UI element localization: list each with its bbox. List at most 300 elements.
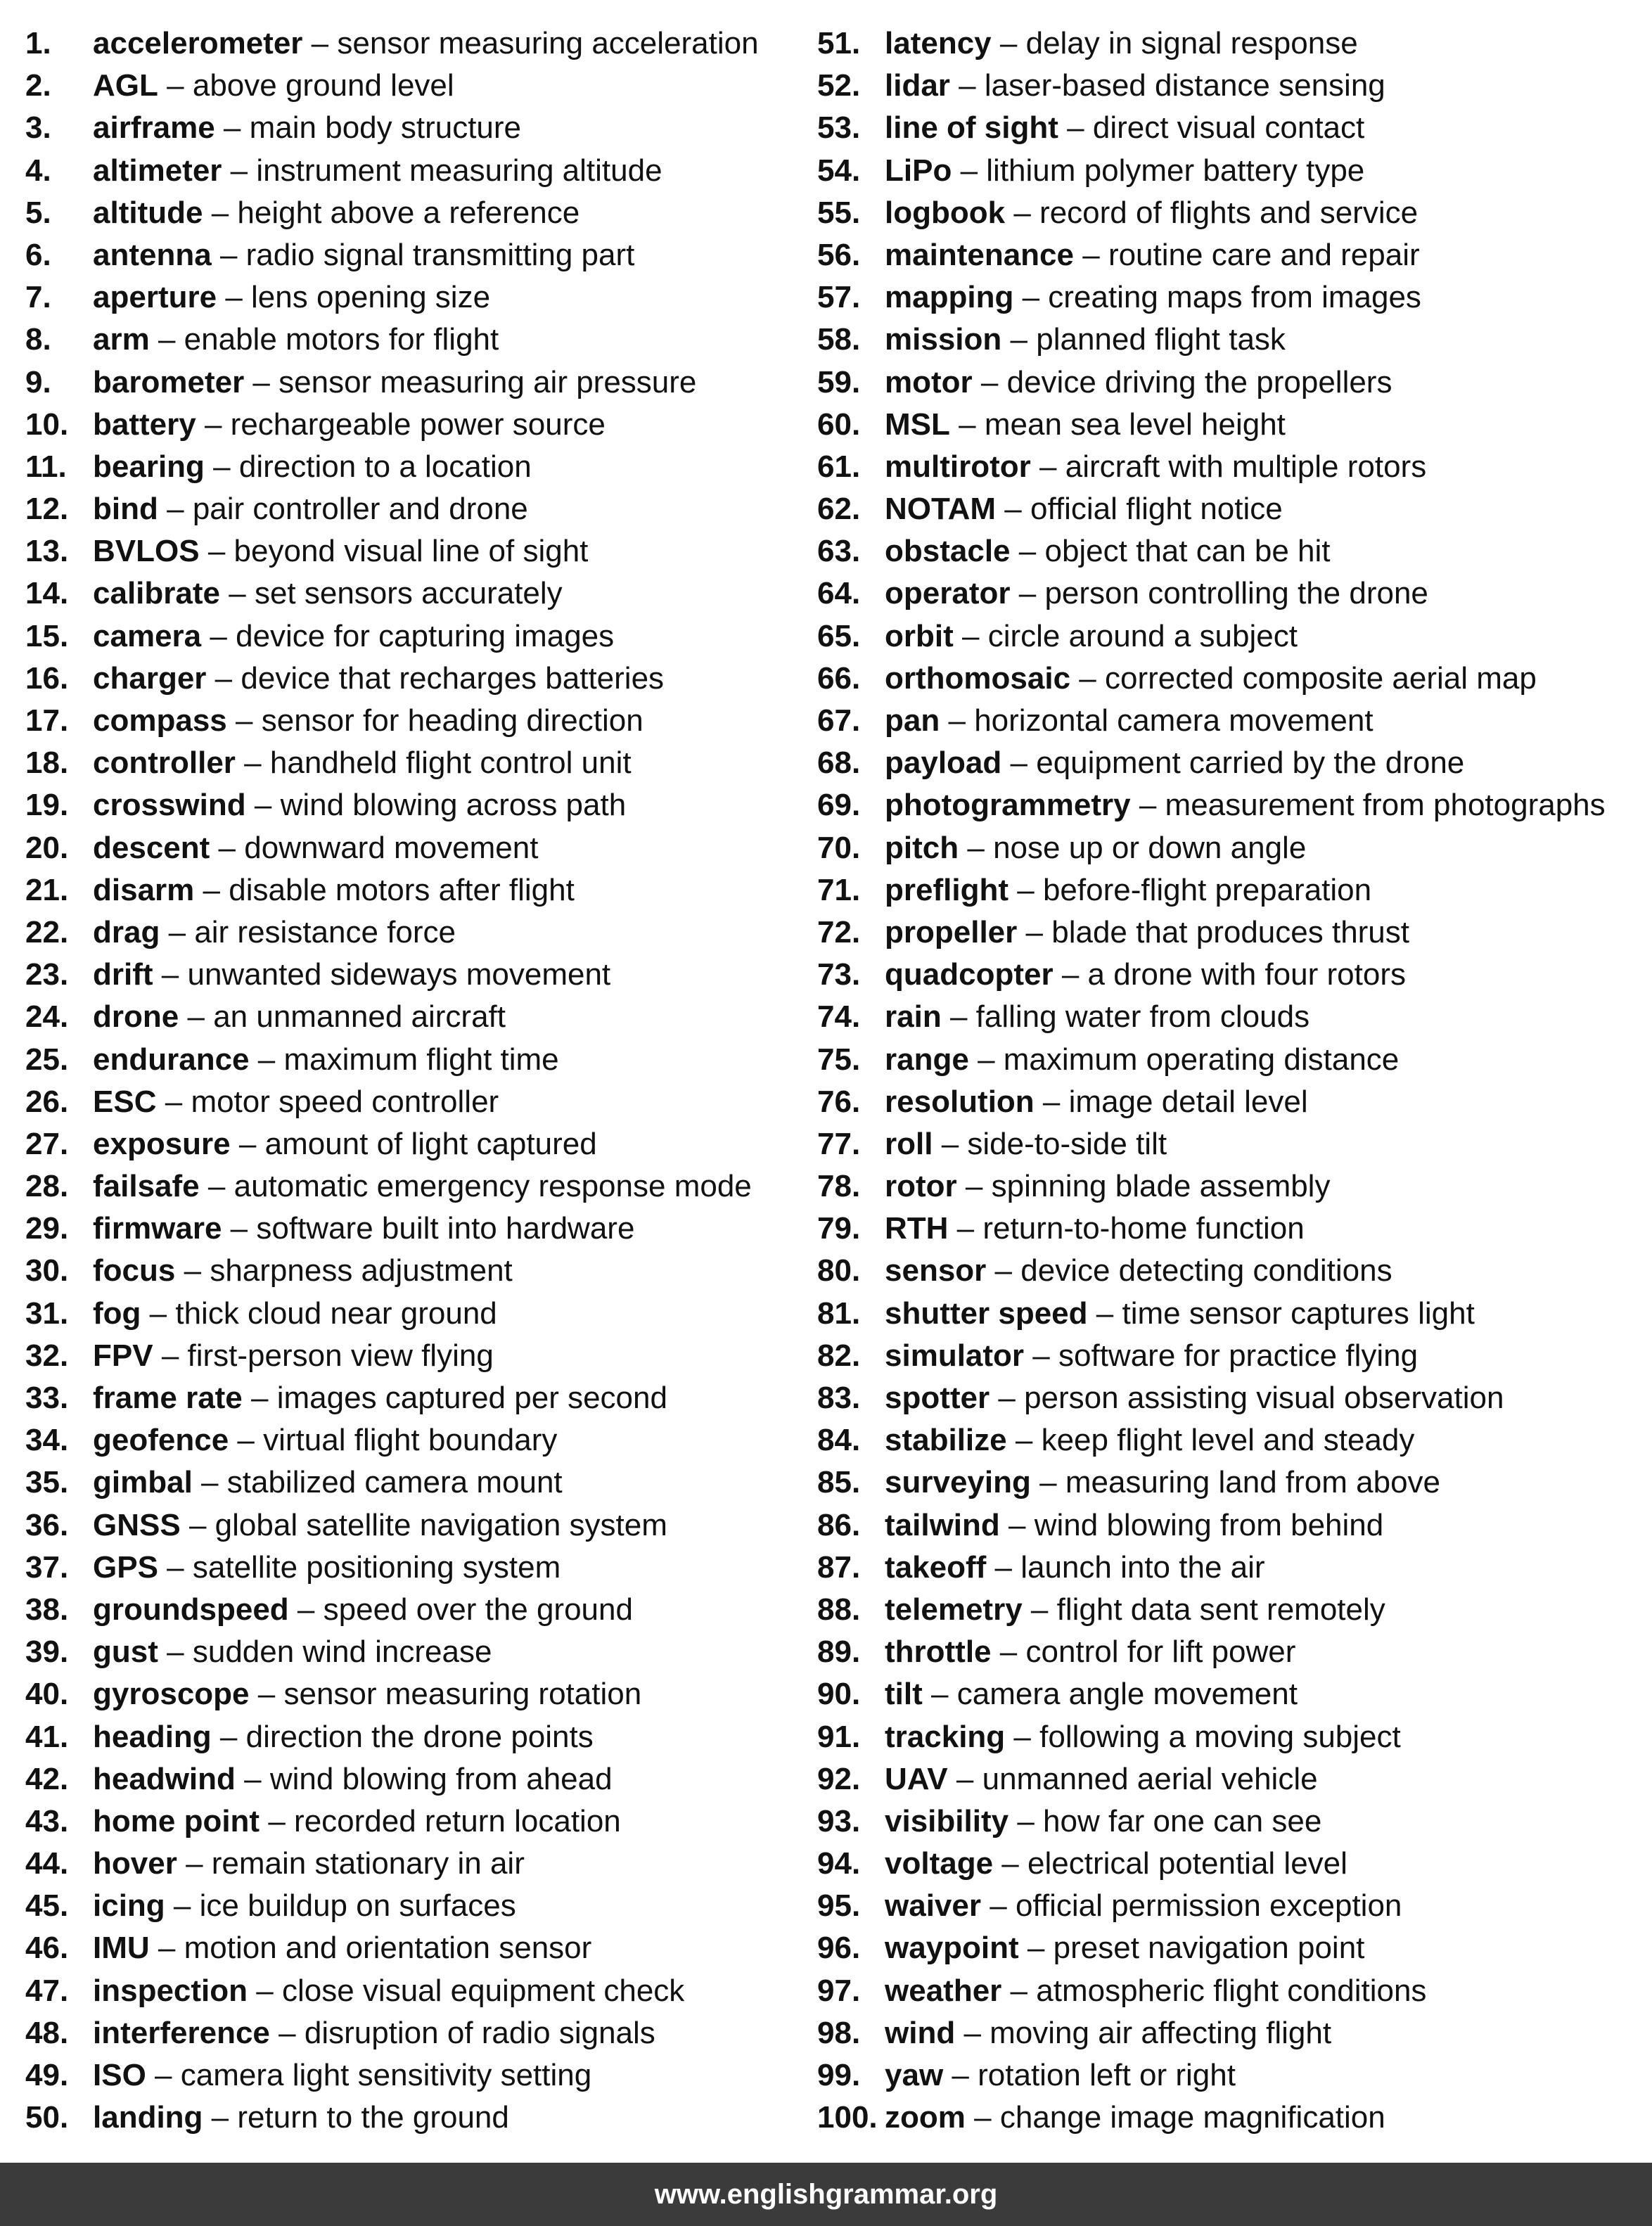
- entry-term: hover: [93, 1846, 177, 1881]
- glossary-entry: [25, 1250, 813, 1292]
- entry-definition: control for lift power: [1025, 1635, 1296, 1670]
- entry-separator: –: [931, 1677, 949, 1712]
- glossary-entry: [817, 362, 1647, 404]
- entry-separator: –: [229, 576, 246, 611]
- entry-term: pitch: [885, 830, 959, 865]
- entry-term: FPV: [93, 1338, 153, 1373]
- entry-separator: –: [978, 1042, 995, 1077]
- glossary-entry: [817, 615, 1647, 658]
- entry-body: [885, 2097, 1385, 2139]
- entry-term: interference: [93, 2015, 270, 2050]
- entry-term: sensor: [885, 1253, 987, 1288]
- entry-body: [885, 1293, 1475, 1335]
- entry-term: aperture: [93, 280, 217, 315]
- entry-number: 15.: [25, 618, 69, 653]
- entry-body: [93, 1335, 494, 1377]
- glossary-entry: [817, 276, 1647, 319]
- entry-number: 24.: [25, 999, 69, 1035]
- entry-definition: motor speed controller: [191, 1084, 499, 1119]
- entry-definition: return-to-home function: [982, 1211, 1305, 1246]
- glossary-entry: [25, 1123, 813, 1165]
- entry-separator: –: [1042, 1084, 1061, 1119]
- entry-definition: mean sea level height: [984, 407, 1286, 442]
- glossary-entry: [817, 784, 1647, 826]
- entry-number: 100.: [817, 2100, 878, 2135]
- entry-number: 41.: [25, 1719, 69, 1754]
- entry-definition: direction to a location: [238, 449, 532, 484]
- entry-body: [93, 404, 606, 446]
- entry-definition: keep flight level and steady: [1041, 1423, 1415, 1458]
- entry-separator: –: [1067, 110, 1084, 146]
- entry-term: line of sight: [885, 110, 1058, 146]
- entry-separator: –: [999, 26, 1018, 60]
- entry-separator: –: [187, 999, 205, 1035]
- entry-term: geofence: [93, 1423, 229, 1458]
- entry-separator: –: [158, 1931, 176, 1966]
- entry-number: 97.: [817, 1973, 861, 2008]
- entry-separator: –: [158, 322, 176, 357]
- entry-separator: –: [1025, 914, 1043, 949]
- entry-separator: –: [311, 26, 329, 60]
- glossary-entry: [25, 1504, 813, 1547]
- entry-definition: unwanted sideways movement: [187, 957, 611, 992]
- entry-body: [93, 65, 454, 107]
- entry-term: headwind: [93, 1761, 236, 1796]
- entry-body: [885, 1589, 1385, 1631]
- entry-body: [93, 996, 506, 1038]
- entry-number: 82.: [817, 1338, 861, 1373]
- entry-number: 12.: [25, 492, 69, 527]
- glossary-entry: [25, 65, 813, 107]
- entry-separator: –: [1027, 1931, 1045, 1966]
- entry-number: 87.: [817, 1549, 861, 1585]
- entry-separator: –: [965, 1169, 983, 1204]
- footer-website-link[interactable]: www.englishgrammar.org: [654, 2178, 998, 2210]
- entry-separator: –: [999, 1635, 1018, 1670]
- entry-separator: –: [218, 830, 236, 865]
- entry-number: 54.: [817, 153, 861, 188]
- entry-number: 26.: [25, 1084, 69, 1119]
- glossary-entry: [817, 1673, 1647, 1715]
- entry-definition: motion and orientation sensor: [184, 1931, 592, 1966]
- entry-definition: sensor measuring rotation: [283, 1677, 642, 1712]
- entry-separator: –: [278, 2015, 296, 2050]
- entry-separator: –: [165, 1084, 183, 1119]
- entry-body: [885, 1673, 1298, 1715]
- glossary-entry: [817, 530, 1647, 573]
- entry-separator: –: [1061, 957, 1080, 992]
- entry-number: 51.: [817, 26, 861, 60]
- entry-definition: electrical potential level: [1027, 1846, 1347, 1881]
- entry-term: waiver: [885, 1888, 981, 1924]
- entry-term: lidar: [885, 68, 950, 103]
- entry-body: [93, 1123, 597, 1165]
- entry-number: 57.: [817, 280, 861, 315]
- entry-definition: falling water from clouds: [975, 999, 1310, 1035]
- entry-body: [885, 1250, 1392, 1292]
- entry-number: 14.: [25, 576, 69, 611]
- entry-body: [93, 192, 580, 234]
- entry-separator: –: [952, 2058, 969, 2092]
- glossary-entry: [25, 319, 813, 361]
- entry-number: 80.: [817, 1253, 861, 1288]
- glossary-entry: [817, 150, 1647, 192]
- entry-separator: –: [188, 1507, 207, 1542]
- entry-number: 23.: [25, 957, 69, 992]
- entry-number: 49.: [25, 2058, 69, 2092]
- entry-separator: –: [268, 1803, 286, 1838]
- entry-number: 72.: [817, 914, 861, 949]
- entry-separator: –: [1017, 1803, 1035, 1838]
- glossary-entry: [25, 1165, 813, 1208]
- entry-separator: –: [1018, 534, 1037, 569]
- glossary-entry: [817, 446, 1647, 488]
- glossary-entry: [817, 1758, 1647, 1800]
- entry-separator: –: [168, 914, 186, 949]
- entry-term: failsafe: [93, 1169, 200, 1204]
- entry-separator: –: [230, 1211, 248, 1246]
- entry-definition: ice buildup on surfaces: [199, 1888, 516, 1924]
- entry-separator: –: [167, 68, 184, 103]
- entry-term: voltage: [885, 1846, 994, 1881]
- entry-definition: preset navigation point: [1053, 1931, 1365, 1966]
- entry-body: [93, 1081, 499, 1123]
- entry-body: [885, 192, 1418, 234]
- entry-term: multirotor: [885, 449, 1031, 484]
- entry-separator: –: [1013, 1719, 1031, 1754]
- entry-number: 31.: [25, 1296, 69, 1331]
- entry-separator: –: [1004, 492, 1022, 527]
- entry-term: range: [885, 1042, 969, 1077]
- entry-separator: –: [184, 1253, 202, 1288]
- entry-definition: person assisting visual observation: [1024, 1381, 1504, 1415]
- entry-definition: sharpness adjustment: [210, 1253, 513, 1288]
- entry-definition: direction the drone points: [245, 1719, 594, 1754]
- entry-term: ISO: [93, 2058, 146, 2092]
- entry-term: zoom: [885, 2100, 966, 2135]
- entry-number: 9.: [25, 364, 51, 399]
- entry-body: [93, 2054, 591, 2097]
- glossary-entry: [25, 234, 813, 276]
- entry-number: 91.: [817, 1719, 861, 1754]
- entry-number: 4.: [25, 153, 51, 188]
- glossary-entry: [817, 1165, 1647, 1208]
- entry-term: motor: [885, 364, 973, 399]
- entry-definition: disable motors after flight: [229, 872, 575, 907]
- entry-separator: –: [225, 280, 243, 315]
- entry-number: 35.: [25, 1465, 69, 1500]
- entry-definition: atmospheric flight conditions: [1036, 1973, 1427, 2008]
- glossary-entry: [25, 1589, 813, 1631]
- entry-body: [885, 319, 1286, 361]
- entry-body: [885, 150, 1364, 192]
- entry-definition: sudden wind increase: [192, 1635, 492, 1670]
- glossary-entry: [25, 658, 813, 700]
- entry-definition: amount of light captured: [264, 1126, 597, 1161]
- entry-body: [93, 1208, 634, 1250]
- entry-term: throttle: [885, 1635, 992, 1670]
- entry-term: controller: [93, 746, 236, 781]
- entry-body: [885, 1547, 1265, 1589]
- entry-number: 21.: [25, 872, 69, 907]
- entry-body: [93, 1758, 613, 1800]
- entry-term: waypoint: [885, 1931, 1019, 1966]
- entry-term: battery: [93, 407, 196, 442]
- entry-definition: wind blowing across path: [280, 788, 627, 823]
- entry-term: antenna: [93, 237, 212, 272]
- entry-separator: –: [1039, 1465, 1057, 1500]
- entry-number: 90.: [817, 1677, 861, 1712]
- entry-term: descent: [93, 830, 210, 865]
- entry-term: logbook: [885, 195, 1006, 230]
- entry-number: 64.: [817, 576, 861, 611]
- entry-separator: –: [963, 2015, 981, 2050]
- entry-term: propeller: [885, 914, 1018, 949]
- entry-term: compass: [93, 703, 227, 738]
- entry-number: 79.: [817, 1211, 861, 1246]
- entry-separator: –: [974, 2100, 992, 2135]
- entry-body: [93, 615, 614, 658]
- entry-body: [93, 700, 643, 742]
- entry-separator: –: [257, 1042, 276, 1077]
- glossary-entry: [817, 1039, 1647, 1081]
- glossary-entry: [817, 1716, 1647, 1758]
- entry-body: [93, 1461, 563, 1504]
- entry-number: 7.: [25, 280, 51, 315]
- entry-separator: –: [155, 2058, 172, 2092]
- entry-number: 38.: [25, 1592, 69, 1627]
- entry-term: simulator: [885, 1338, 1025, 1373]
- entry-separator: –: [167, 492, 184, 527]
- entry-separator: –: [230, 153, 248, 188]
- entry-body: [885, 488, 1283, 530]
- entry-number: 98.: [817, 2015, 861, 2050]
- entry-term: payload: [885, 746, 1002, 781]
- entry-definition: planned flight task: [1036, 322, 1286, 357]
- entry-term: rain: [885, 999, 942, 1035]
- entry-separator: –: [960, 153, 978, 188]
- entry-separator: –: [167, 1549, 184, 1585]
- entry-definition: set sensors accurately: [254, 576, 563, 611]
- entry-separator: –: [990, 1888, 1007, 1924]
- entry-definition: stabilized camera mount: [226, 1465, 563, 1500]
- entry-number: 61.: [817, 449, 861, 484]
- entry-term: calibrate: [93, 576, 220, 611]
- entry-term: icing: [93, 1888, 165, 1924]
- entry-body: [885, 2012, 1331, 2054]
- glossary-entry: [817, 1250, 1647, 1292]
- entry-term: spotter: [885, 1381, 990, 1415]
- entry-separator: –: [257, 1677, 276, 1712]
- entry-definition: speed over the ground: [323, 1592, 633, 1627]
- entry-body: [885, 276, 1421, 319]
- entry-body: [93, 1631, 492, 1673]
- entry-definition: device driving the propellers: [1006, 364, 1392, 399]
- entry-term: visibility: [885, 1803, 1009, 1838]
- entry-number: 28.: [25, 1169, 69, 1204]
- entry-number: 40.: [25, 1677, 69, 1712]
- entry-body: [885, 742, 1464, 784]
- entry-body: [885, 1927, 1364, 1969]
- glossary-entry: [25, 530, 813, 573]
- entry-number: 20.: [25, 830, 69, 865]
- entry-separator: –: [214, 660, 233, 696]
- entry-number: 48.: [25, 2015, 69, 2050]
- entry-separator: –: [244, 746, 262, 781]
- entry-definition: blade that produces thrust: [1051, 914, 1410, 949]
- entry-definition: maximum flight time: [283, 1042, 559, 1077]
- glossary-entry: [817, 1081, 1647, 1123]
- entry-body: [885, 1208, 1305, 1250]
- glossary-entry: [25, 2054, 813, 2097]
- entry-definition: horizontal camera movement: [974, 703, 1374, 738]
- entry-separator: –: [211, 195, 229, 230]
- glossary-entry: [25, 1335, 813, 1377]
- entry-term: focus: [93, 1253, 176, 1288]
- entry-separator: –: [1082, 237, 1100, 272]
- entry-definition: close visual equipment check: [281, 1973, 685, 2008]
- entry-term: gimbal: [93, 1465, 193, 1500]
- glossary-entry: [817, 742, 1647, 784]
- entry-separator: –: [956, 1761, 974, 1796]
- entry-term: GPS: [93, 1549, 158, 1585]
- entry-definition: measurement from photographs: [1165, 788, 1606, 823]
- entry-definition: handheld flight control unit: [269, 746, 632, 781]
- entry-separator: –: [207, 534, 226, 569]
- entry-separator: –: [948, 703, 966, 738]
- entry-definition: air resistance force: [194, 914, 456, 949]
- entry-separator: –: [994, 1549, 1012, 1585]
- entry-number: 59.: [817, 364, 861, 399]
- entry-number: 11.: [25, 449, 67, 484]
- entry-term: firmware: [93, 1211, 222, 1246]
- entry-definition: how far one can see: [1043, 1803, 1322, 1838]
- entry-body: [885, 1123, 1167, 1165]
- entry-number: 86.: [817, 1507, 861, 1542]
- glossary-entry: [25, 911, 813, 954]
- entry-definition: return to the ground: [237, 2100, 509, 2135]
- entry-definition: recorded return location: [294, 1803, 621, 1838]
- glossary-entry: [25, 1547, 813, 1589]
- glossary-entry: [25, 1885, 813, 1927]
- entry-term: barometer: [93, 364, 245, 399]
- entry-number: 47.: [25, 1973, 69, 2008]
- entry-term: resolution: [885, 1084, 1035, 1119]
- glossary-entry: [25, 23, 813, 65]
- entry-body: [885, 1631, 1295, 1673]
- glossary-entry: [817, 1589, 1647, 1631]
- glossary-entry: [817, 996, 1647, 1038]
- entry-definition: satellite positioning system: [192, 1549, 561, 1585]
- entry-body: [93, 1250, 513, 1292]
- glossary-entry: [817, 1885, 1647, 1927]
- entry-definition: flight data sent remotely: [1056, 1592, 1385, 1627]
- entry-definition: images captured per second: [276, 1381, 667, 1415]
- entry-body: [885, 1758, 1318, 1800]
- entry-term: orthomosaic: [885, 660, 1071, 696]
- entry-term: stabilize: [885, 1423, 1007, 1458]
- glossary-entry: [817, 954, 1647, 996]
- entry-definition: virtual flight boundary: [263, 1423, 558, 1458]
- entry-definition: pair controller and drone: [192, 492, 528, 527]
- entry-term: LiPo: [885, 153, 952, 188]
- glossary-entry: [817, 2097, 1647, 2139]
- entry-separator: –: [256, 1973, 274, 2008]
- entry-number: 62.: [817, 492, 861, 527]
- entry-body: [885, 573, 1428, 615]
- entry-term: orbit: [885, 618, 954, 653]
- entry-definition: direct visual contact: [1092, 110, 1365, 146]
- entry-definition: delay in signal response: [1025, 26, 1358, 60]
- entry-body: [885, 2054, 1236, 2097]
- glossary-entry: [25, 1461, 813, 1504]
- entry-separator: –: [161, 957, 179, 992]
- glossary-entry: [25, 954, 813, 996]
- glossary-entry: [817, 319, 1647, 361]
- entry-separator: –: [201, 1465, 219, 1500]
- entry-number: 22.: [25, 914, 69, 949]
- entry-separator: –: [203, 872, 221, 907]
- entry-definition: rotation left or right: [978, 2058, 1236, 2092]
- entry-body: [93, 362, 696, 404]
- entry-number: 75.: [817, 1042, 861, 1077]
- entry-number: 96.: [817, 1931, 861, 1966]
- entry-body: [885, 1800, 1321, 1843]
- entry-definition: radio signal transmitting part: [245, 237, 635, 272]
- entry-term: operator: [885, 576, 1011, 611]
- entry-number: 44.: [25, 1846, 69, 1881]
- glossary-entry: [817, 827, 1647, 869]
- entry-term: latency: [885, 26, 992, 60]
- entry-body: [93, 1970, 684, 2012]
- entry-term: tailwind: [885, 1507, 1000, 1542]
- glossary-entry: [817, 869, 1647, 911]
- entry-number: 93.: [817, 1803, 861, 1838]
- entry-term: maintenance: [885, 237, 1074, 272]
- entry-term: camera: [93, 618, 202, 653]
- entry-body: [885, 1970, 1426, 2012]
- glossary-entry: [25, 700, 813, 742]
- entry-number: 18.: [25, 746, 69, 781]
- entry-body: [885, 1039, 1399, 1081]
- entry-separator: –: [994, 1253, 1013, 1288]
- entry-body: [93, 1716, 594, 1758]
- entry-separator: –: [1001, 1846, 1019, 1881]
- entry-definition: camera light sensitivity setting: [180, 2058, 592, 2092]
- glossary-entry: [25, 2012, 813, 2054]
- entry-separator: –: [967, 830, 985, 865]
- entry-term: NOTAM: [885, 492, 997, 527]
- entry-term: weather: [885, 1973, 1002, 2008]
- entry-body: [885, 1165, 1330, 1208]
- entry-body: [93, 2012, 655, 2054]
- glossary-entry: [817, 1123, 1647, 1165]
- entry-term: GNSS: [93, 1507, 181, 1542]
- entry-term: groundspeed: [93, 1592, 289, 1627]
- entry-number: 74.: [817, 999, 861, 1035]
- entry-term: UAV: [885, 1761, 948, 1796]
- glossary-entry: [25, 150, 813, 192]
- entry-definition: main body structure: [249, 110, 522, 146]
- entry-definition: global satellite navigation system: [214, 1507, 667, 1542]
- entry-body: [885, 1843, 1347, 1885]
- glossary-entry: [817, 1377, 1647, 1419]
- entry-body: [885, 362, 1392, 404]
- entry-separator: –: [1010, 322, 1027, 357]
- entry-definition: corrected composite aerial map: [1105, 660, 1537, 696]
- entry-term: endurance: [93, 1042, 250, 1077]
- entry-body: [93, 488, 528, 530]
